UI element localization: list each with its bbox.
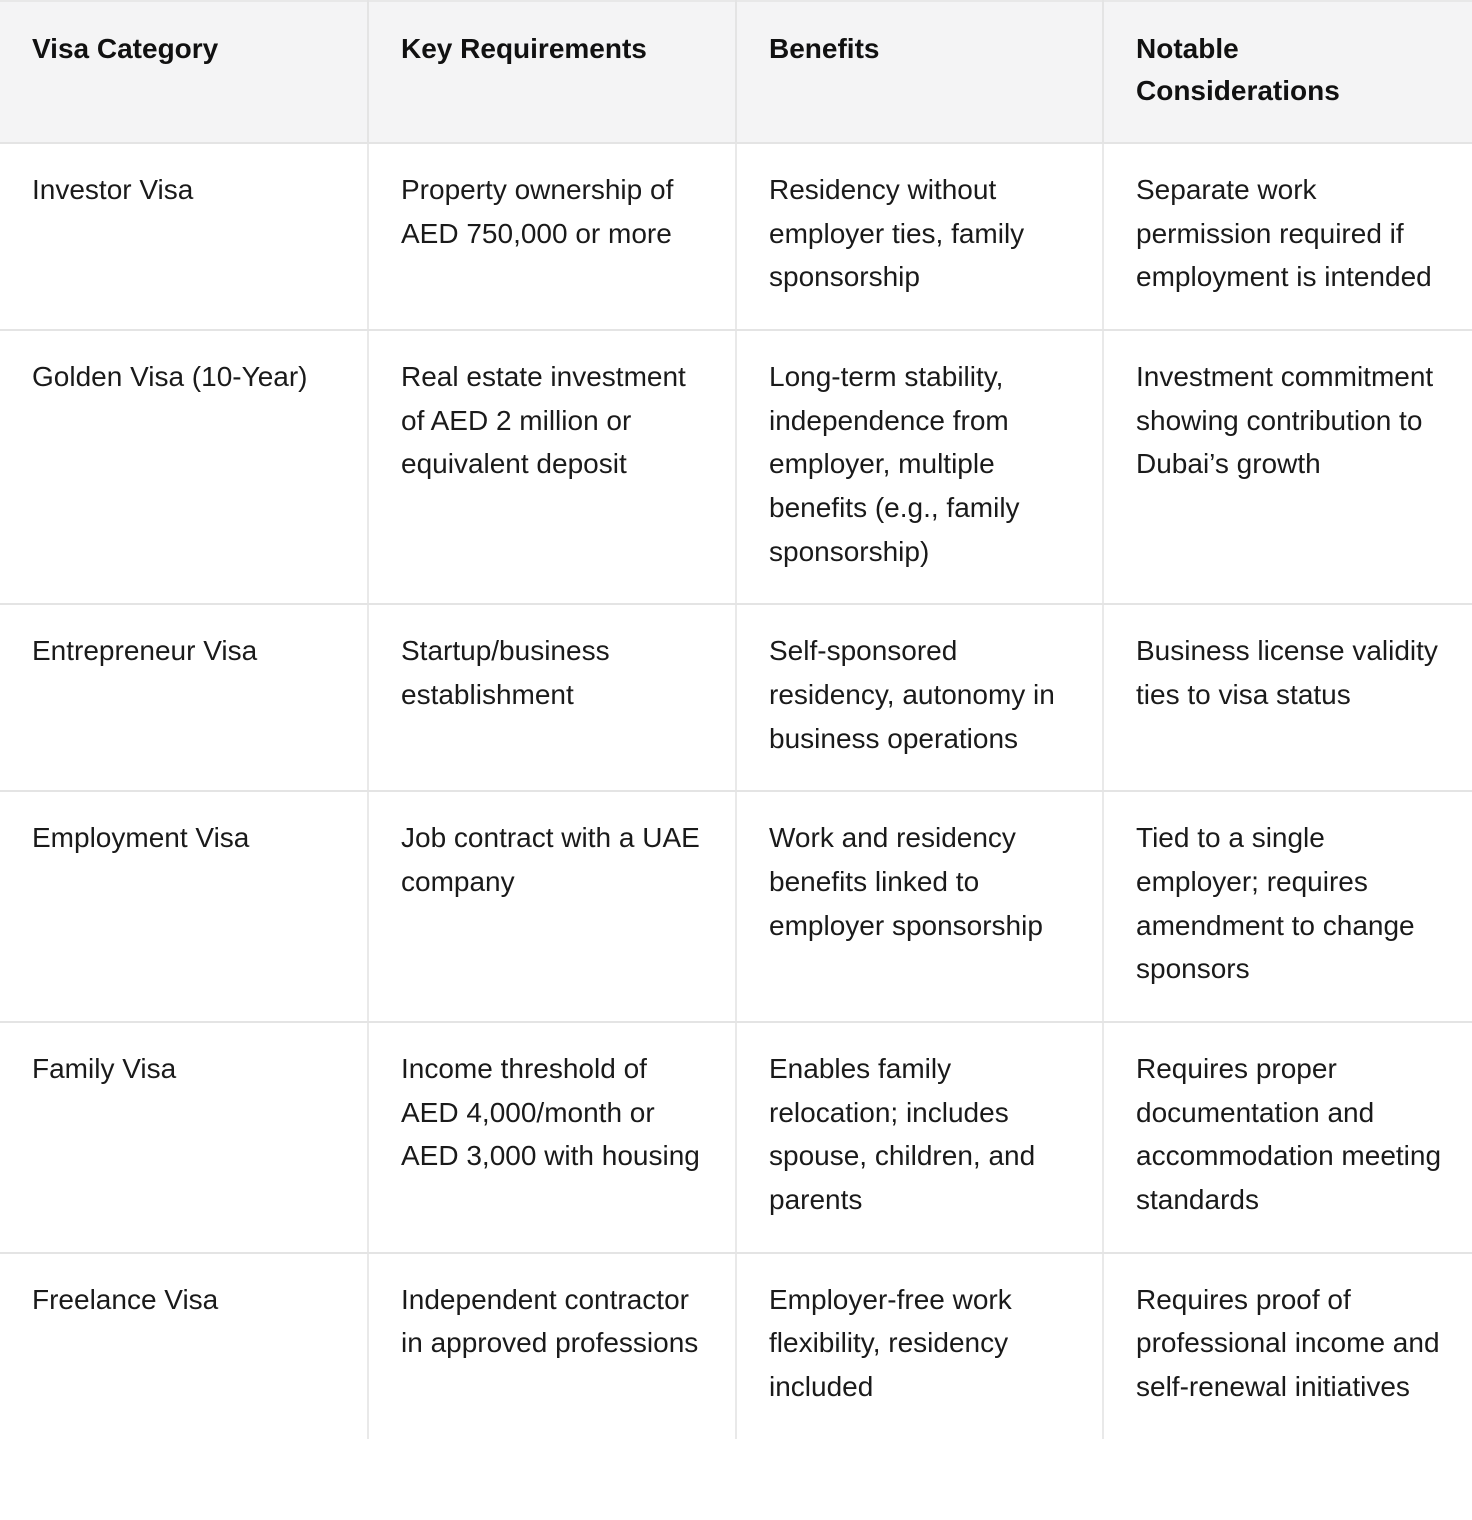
- table-row: [0, 1022, 1472, 1253]
- cell-notable-considerations: [1103, 791, 1472, 1022]
- cell-benefits: [736, 604, 1103, 791]
- cell-text: Independent contractor in approved professions: [401, 1283, 699, 1359]
- cell-notable-considerations: [1103, 1022, 1472, 1253]
- cell-benefits: [736, 1022, 1103, 1253]
- cell-notable-considerations: [1103, 604, 1472, 791]
- cell-benefits: [736, 330, 1103, 604]
- cell-key-requirements: [368, 330, 736, 604]
- cell-text: Investment commitment showing contribution to Dubai’s growth: [1136, 361, 1434, 480]
- column-header-label: Benefits: [769, 33, 880, 64]
- cell-text: Investor Visa: [32, 174, 194, 205]
- cell-text: Family Visa: [32, 1053, 177, 1085]
- cell-text: Property ownership of AED 750,000 or more: [401, 174, 674, 249]
- cell-notable-considerations: [1103, 1253, 1472, 1439]
- cell-text: Requires proof of professional income and self-renewal initiatives: [1136, 1283, 1440, 1403]
- table-row: [0, 330, 1472, 604]
- cell-visa-category: [0, 791, 368, 1022]
- cell-key-requirements: [368, 604, 736, 791]
- cell-text: Golden Visa (10-Year): [32, 361, 308, 393]
- cell-text: Self-sponsored residency, autonomy in business operations: [769, 635, 1055, 754]
- cell-text: Income threshold of AED 4,000/month or AED 3,000 with housing: [401, 1053, 700, 1172]
- cell-text: Entrepreneur Visa: [32, 635, 258, 667]
- cell-text: Employer-free work flexibility, residency included: [769, 1283, 1012, 1403]
- column-header-key-requirements: [368, 1, 736, 143]
- cell-text: Startup/business establishment: [401, 635, 610, 711]
- cell-text: Business license validity ties to visa status: [1136, 635, 1438, 711]
- cell-text: Residency without employer ties, family sponsorship: [769, 174, 1025, 293]
- cell-text: Enables family relocation; includes spouse, children, and parents: [769, 1053, 1036, 1216]
- cell-benefits: [736, 791, 1103, 1022]
- table-row: [0, 143, 1472, 330]
- cell-benefits: [736, 143, 1103, 330]
- cell-text: Work and residency benefits linked to employer sponsorship: [769, 822, 1043, 941]
- cell-notable-considerations: [1103, 143, 1472, 330]
- column-header-visa-category: [0, 1, 368, 143]
- cell-key-requirements: [368, 791, 736, 1022]
- cell-notable-considerations: [1103, 330, 1472, 604]
- table-header-row: [0, 1, 1472, 143]
- column-header-label: Key Requirements: [401, 33, 647, 64]
- table-row: [0, 604, 1472, 791]
- table-header: [0, 1, 1472, 143]
- column-header-label: Visa Category: [32, 33, 219, 64]
- cell-text: Freelance Visa: [32, 1283, 219, 1315]
- cell-key-requirements: [368, 143, 736, 330]
- cell-text: Long-term stability, independence from employer, multiple benefits (e.g., family sponsorship): [769, 361, 1020, 567]
- cell-visa-category: [0, 143, 368, 330]
- cell-visa-category: [0, 330, 368, 604]
- cell-text: Real estate investment of AED 2 million or equivalent deposit: [401, 361, 686, 480]
- cell-key-requirements: [368, 1253, 736, 1439]
- cell-text: Tied to a single employer; requires amendment to change sponsors: [1136, 822, 1415, 985]
- cell-visa-category: [0, 1253, 368, 1439]
- cell-text: Employment Visa: [32, 822, 250, 854]
- cell-key-requirements: [368, 1022, 736, 1253]
- table-row: [0, 791, 1472, 1022]
- column-header-benefits: [736, 1, 1103, 143]
- table-row: [0, 1253, 1472, 1439]
- cell-benefits: [736, 1253, 1103, 1439]
- column-header-notable-considerations: [1103, 1, 1472, 143]
- column-header-label: Notable Considerations: [1136, 33, 1340, 106]
- cell-visa-category: [0, 1022, 368, 1253]
- cell-text: Separate work permission required if employment is intended: [1136, 174, 1432, 293]
- cell-text: Requires proper documentation and accommodation meeting standards: [1136, 1053, 1442, 1216]
- cell-visa-category: [0, 604, 368, 791]
- cell-text: Job contract with a UAE company: [401, 822, 700, 898]
- table-body: [0, 143, 1472, 1439]
